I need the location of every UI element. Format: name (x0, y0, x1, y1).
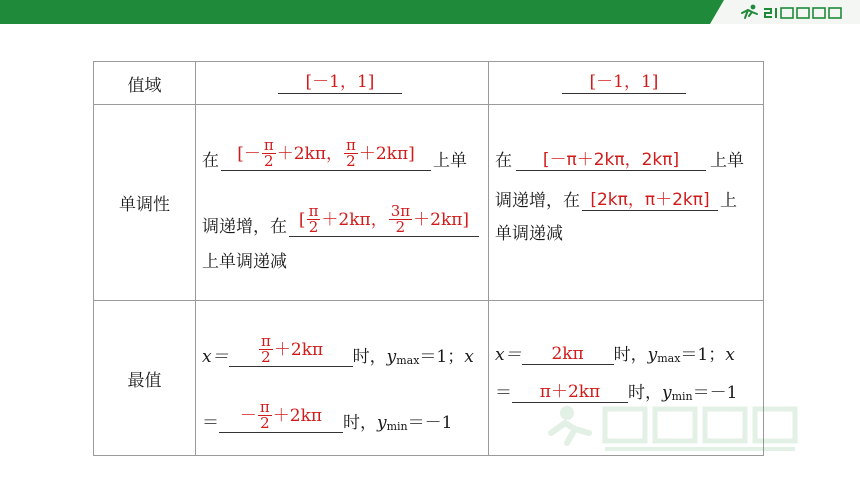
row-label: 值域 (94, 62, 196, 105)
answer-blank: $\frac{\pi}{2}$ ＋2kπ (229, 334, 353, 368)
brand-logo (738, 2, 842, 22)
answer-blank: π＋2kπ (512, 382, 628, 403)
answer-blank: [ $\frac{\pi}{2}$ ＋2kπ ， $\frac{3\pi}{2}$ ＋2kπ ] (289, 204, 479, 238)
answer-blank: [－1，1] (562, 72, 686, 93)
answer-blank: [－π＋2kπ，2kπ] (516, 150, 706, 171)
table-row-monotonicity: 单调性 在 [ － $\frac{\pi}{2}$ ＋2kπ ， $\frac{\pi}{2}$ ＋2kπ ] 上单 调递增，在 [ $\frac{\pi}{2}$ ＋2kπ ， $\frac{3\pi}{2}$ ＋2kπ ] 上单调递减 在 [－π＋2kπ，2kπ] 上单 调递增，在 [2kπ，π＋2kπ] 上 单调递减 (94, 105, 764, 301)
answer-blank: [2kπ，π＋2kπ] (582, 190, 718, 211)
answer-blank: [－1，1] (278, 72, 402, 93)
trig-properties-table (93, 61, 764, 456)
row-label: 单调性 (94, 105, 196, 301)
runner-icon (738, 4, 760, 20)
answer-blank: [ － $\frac{\pi}{2}$ ＋2kπ ， $\frac{\pi}{2}$ ＋2kπ ] (221, 138, 431, 172)
table-row-range (94, 62, 764, 105)
answer-blank: － $\frac{\pi}{2}$ ＋2kπ (219, 400, 343, 434)
answer-blank: 2kπ (522, 344, 614, 365)
row-label: 最值 (94, 301, 196, 456)
table-row-extremum: 最值 x＝ $\frac{\pi}{2}$ ＋2kπ 时， y $_{max}$ ＝1； x ＝ － $\frac{\pi}{2}$ ＋2kπ 时， y $_{min}$ ＝－1 x＝ 2kπ 时， y $_{max}$ ＝1； x ＝ π＋2kπ 时， y $_{min}$ ＝－1 (94, 301, 764, 456)
brand-wordmark (764, 5, 842, 19)
top-bar (0, 0, 860, 24)
